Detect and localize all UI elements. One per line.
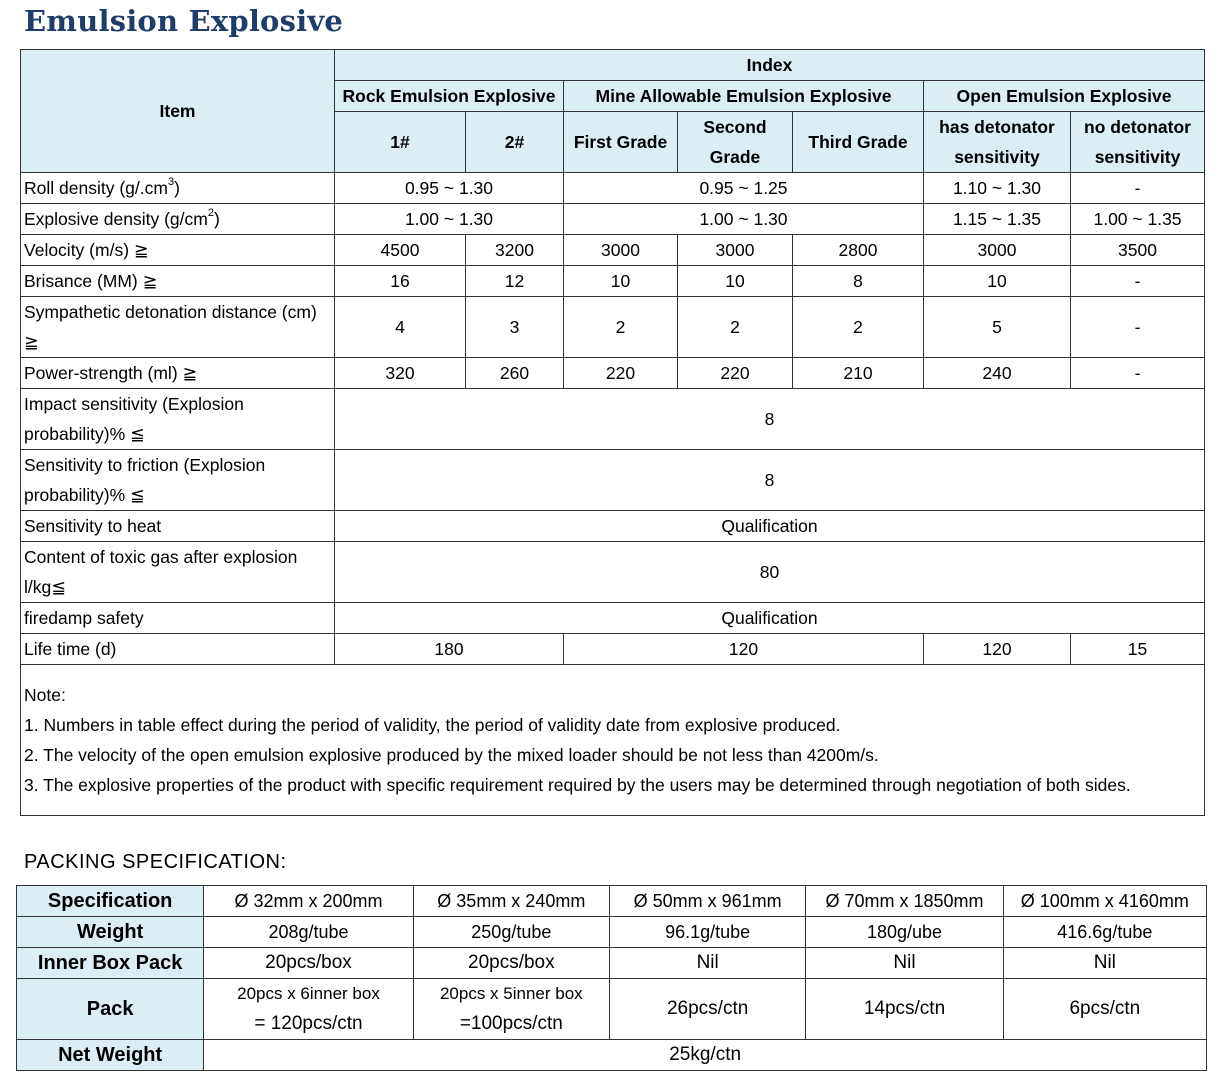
cell: 180 — [335, 634, 564, 665]
cell: 26pcs/ctn — [609, 979, 805, 1040]
cell: - — [1071, 297, 1205, 358]
header-item: Item — [21, 50, 335, 173]
table-row — [21, 266, 1205, 297]
cell: 2800 — [793, 235, 924, 266]
cell: 3200 — [466, 235, 564, 266]
row-label-life: Life time (d) — [21, 634, 335, 665]
cell: 10 — [678, 266, 793, 297]
pack-line: =100pcs/ctn — [459, 1013, 563, 1034]
row-label-impact: Impact sensitivity (Explosion probability)% ≦ — [21, 389, 335, 450]
cell: Qualification — [335, 511, 1205, 542]
table-row — [17, 979, 1207, 1040]
table-row — [21, 173, 1205, 204]
row-label-toxic: Content of toxic gas after explosion l/kg≦ — [21, 542, 335, 603]
cell: 15 — [1071, 634, 1205, 665]
cell: 1.10 ~ 1.30 — [924, 173, 1071, 204]
header-rock: Rock Emulsion Explosive — [335, 81, 564, 112]
cell: 4 — [335, 297, 466, 358]
cell: 210 — [793, 358, 924, 389]
cell: Ø 50mm x 961mm — [609, 886, 805, 917]
cell: Nil — [806, 948, 1003, 979]
cell: 10 — [564, 266, 678, 297]
cell: 8 — [335, 389, 1205, 450]
notes — [21, 665, 1205, 816]
pack-label-spec: Specification — [17, 886, 204, 917]
row-label-power: Power-strength (ml) ≧ — [21, 358, 335, 389]
row-label-velocity: Velocity (m/s) ≧ — [21, 235, 335, 266]
cell: 20pcs/box — [413, 948, 609, 979]
table-row — [21, 634, 1205, 665]
row-label-firedamp: firedamp safety — [21, 603, 335, 634]
cell: 1.00 ~ 1.30 — [335, 204, 564, 235]
cell: 16 — [335, 266, 466, 297]
header-sub-first: First Grade — [564, 112, 678, 173]
pack-line: = 120pcs/ctn — [254, 1013, 363, 1034]
cell: Ø 100mm x 4160mm — [1003, 886, 1206, 917]
pack-line: 20pcs x 6inner box — [237, 984, 380, 1003]
cell: Nil — [609, 948, 805, 979]
row-label-brisance: Brisance (MM) ≧ — [21, 266, 335, 297]
row-label-heat: Sensitivity to heat — [21, 511, 335, 542]
cell: Ø 35mm x 240mm — [413, 886, 609, 917]
table-row — [17, 1040, 1207, 1071]
cell: 1.00 ~ 1.35 — [1071, 204, 1205, 235]
header-index: Index — [335, 50, 1205, 81]
header-open: Open Emulsion Explosive — [924, 81, 1205, 112]
cell: 2 — [793, 297, 924, 358]
cell: 0.95 ~ 1.25 — [564, 173, 924, 204]
cell: Nil — [1003, 948, 1206, 979]
table-row — [21, 358, 1205, 389]
cell: Ø 32mm x 200mm — [204, 886, 413, 917]
table-row — [21, 450, 1205, 511]
cell: 120 — [564, 634, 924, 665]
table-row — [21, 542, 1205, 603]
cell: 3000 — [564, 235, 678, 266]
header-sub-no: no detonator sensitivity — [1071, 112, 1205, 173]
cell: 120 — [924, 634, 1071, 665]
cell: 25kg/ctn — [204, 1040, 1207, 1071]
cell: 416.6g/tube — [1003, 917, 1206, 948]
cell: 220 — [564, 358, 678, 389]
row-label-sympathetic: Sympathetic detonation distance (cm) ≧ — [21, 297, 335, 358]
pack-label-net: Net Weight — [17, 1040, 204, 1071]
cell: 3000 — [678, 235, 793, 266]
note-2: 2. The velocity of the open emulsion explosive produced by the mixed loader should be not less than 4200m/s. — [24, 745, 879, 765]
cell: 4500 — [335, 235, 466, 266]
cell: 3000 — [924, 235, 1071, 266]
cell: 96.1g/tube — [609, 917, 805, 948]
header-sub-has: has detonator sensitivity — [924, 112, 1071, 173]
cell: 8 — [793, 266, 924, 297]
table-row — [17, 917, 1207, 948]
cell — [413, 979, 609, 1040]
cell: 180g/ube — [806, 917, 1003, 948]
cell: - — [1071, 358, 1205, 389]
cell: 80 — [335, 542, 1205, 603]
pack-label-inner: Inner Box Pack — [17, 948, 204, 979]
cell: 6pcs/ctn — [1003, 979, 1206, 1040]
pack-label-weight: Weight — [17, 917, 204, 948]
header-sub-1: 1# — [335, 112, 466, 173]
note-1: 1. Numbers in table effect during the period of validity, the period of validity date from explosive produced. — [24, 715, 841, 735]
cell: - — [1071, 173, 1205, 204]
cell: 3500 — [1071, 235, 1205, 266]
cell: - — [1071, 266, 1205, 297]
cell: 1.15 ~ 1.35 — [924, 204, 1071, 235]
pack-line: 20pcs x 5inner box — [439, 984, 583, 1003]
cell: 12 — [466, 266, 564, 297]
table-row — [21, 204, 1205, 235]
table-row — [21, 389, 1205, 450]
page-title: Emulsion Explosive — [24, 4, 344, 38]
header-sub-third: Third Grade — [793, 112, 924, 173]
cell: 3 — [466, 297, 564, 358]
packing-table — [16, 885, 1207, 1071]
notes-row — [21, 665, 1205, 816]
table-row — [17, 948, 1207, 979]
cell: 14pcs/ctn — [806, 979, 1003, 1040]
table-row — [21, 511, 1205, 542]
cell: 10 — [924, 266, 1071, 297]
cell: Qualification — [335, 603, 1205, 634]
cell: 8 — [335, 450, 1205, 511]
packing-title: PACKING SPECIFICATION: — [24, 851, 287, 873]
row-label-roll: Roll density $(g/.cm^3)$ — [21, 173, 335, 204]
note-3: 3. The explosive properties of the product with specific requirement required by the users may be determined through negotiation of both sides. — [24, 775, 1131, 795]
cell: 20pcs/box — [204, 948, 413, 979]
cell: Ø 70mm x 1850mm — [806, 886, 1003, 917]
header-sub-2: 2# — [466, 112, 564, 173]
table-row — [21, 297, 1205, 358]
table-row — [21, 603, 1205, 634]
cell: 2 — [564, 297, 678, 358]
cell: 220 — [678, 358, 793, 389]
cell: 320 — [335, 358, 466, 389]
header-mine: Mine Allowable Emulsion Explosive — [564, 81, 924, 112]
cell: 0.95 ~ 1.30 — [335, 173, 564, 204]
cell: 2 — [678, 297, 793, 358]
cell: 250g/tube — [413, 917, 609, 948]
cell — [204, 979, 413, 1040]
cell: 208g/tube — [204, 917, 413, 948]
table-row — [21, 235, 1205, 266]
cell: 260 — [466, 358, 564, 389]
note-heading: Note: — [24, 685, 66, 705]
emulsion-properties-table — [20, 49, 1205, 816]
cell: 240 — [924, 358, 1071, 389]
row-label-explosive-density: Explosive density $(g/cm^2)$ — [21, 204, 335, 235]
cell: 5 — [924, 297, 1071, 358]
cell: 1.00 ~ 1.30 — [564, 204, 924, 235]
table-row — [17, 886, 1207, 917]
header-sub-second: Second Grade — [678, 112, 793, 173]
row-label-friction: Sensitivity to friction (Explosion probability)% ≦ — [21, 450, 335, 511]
pack-label-pack: Pack — [17, 979, 204, 1040]
